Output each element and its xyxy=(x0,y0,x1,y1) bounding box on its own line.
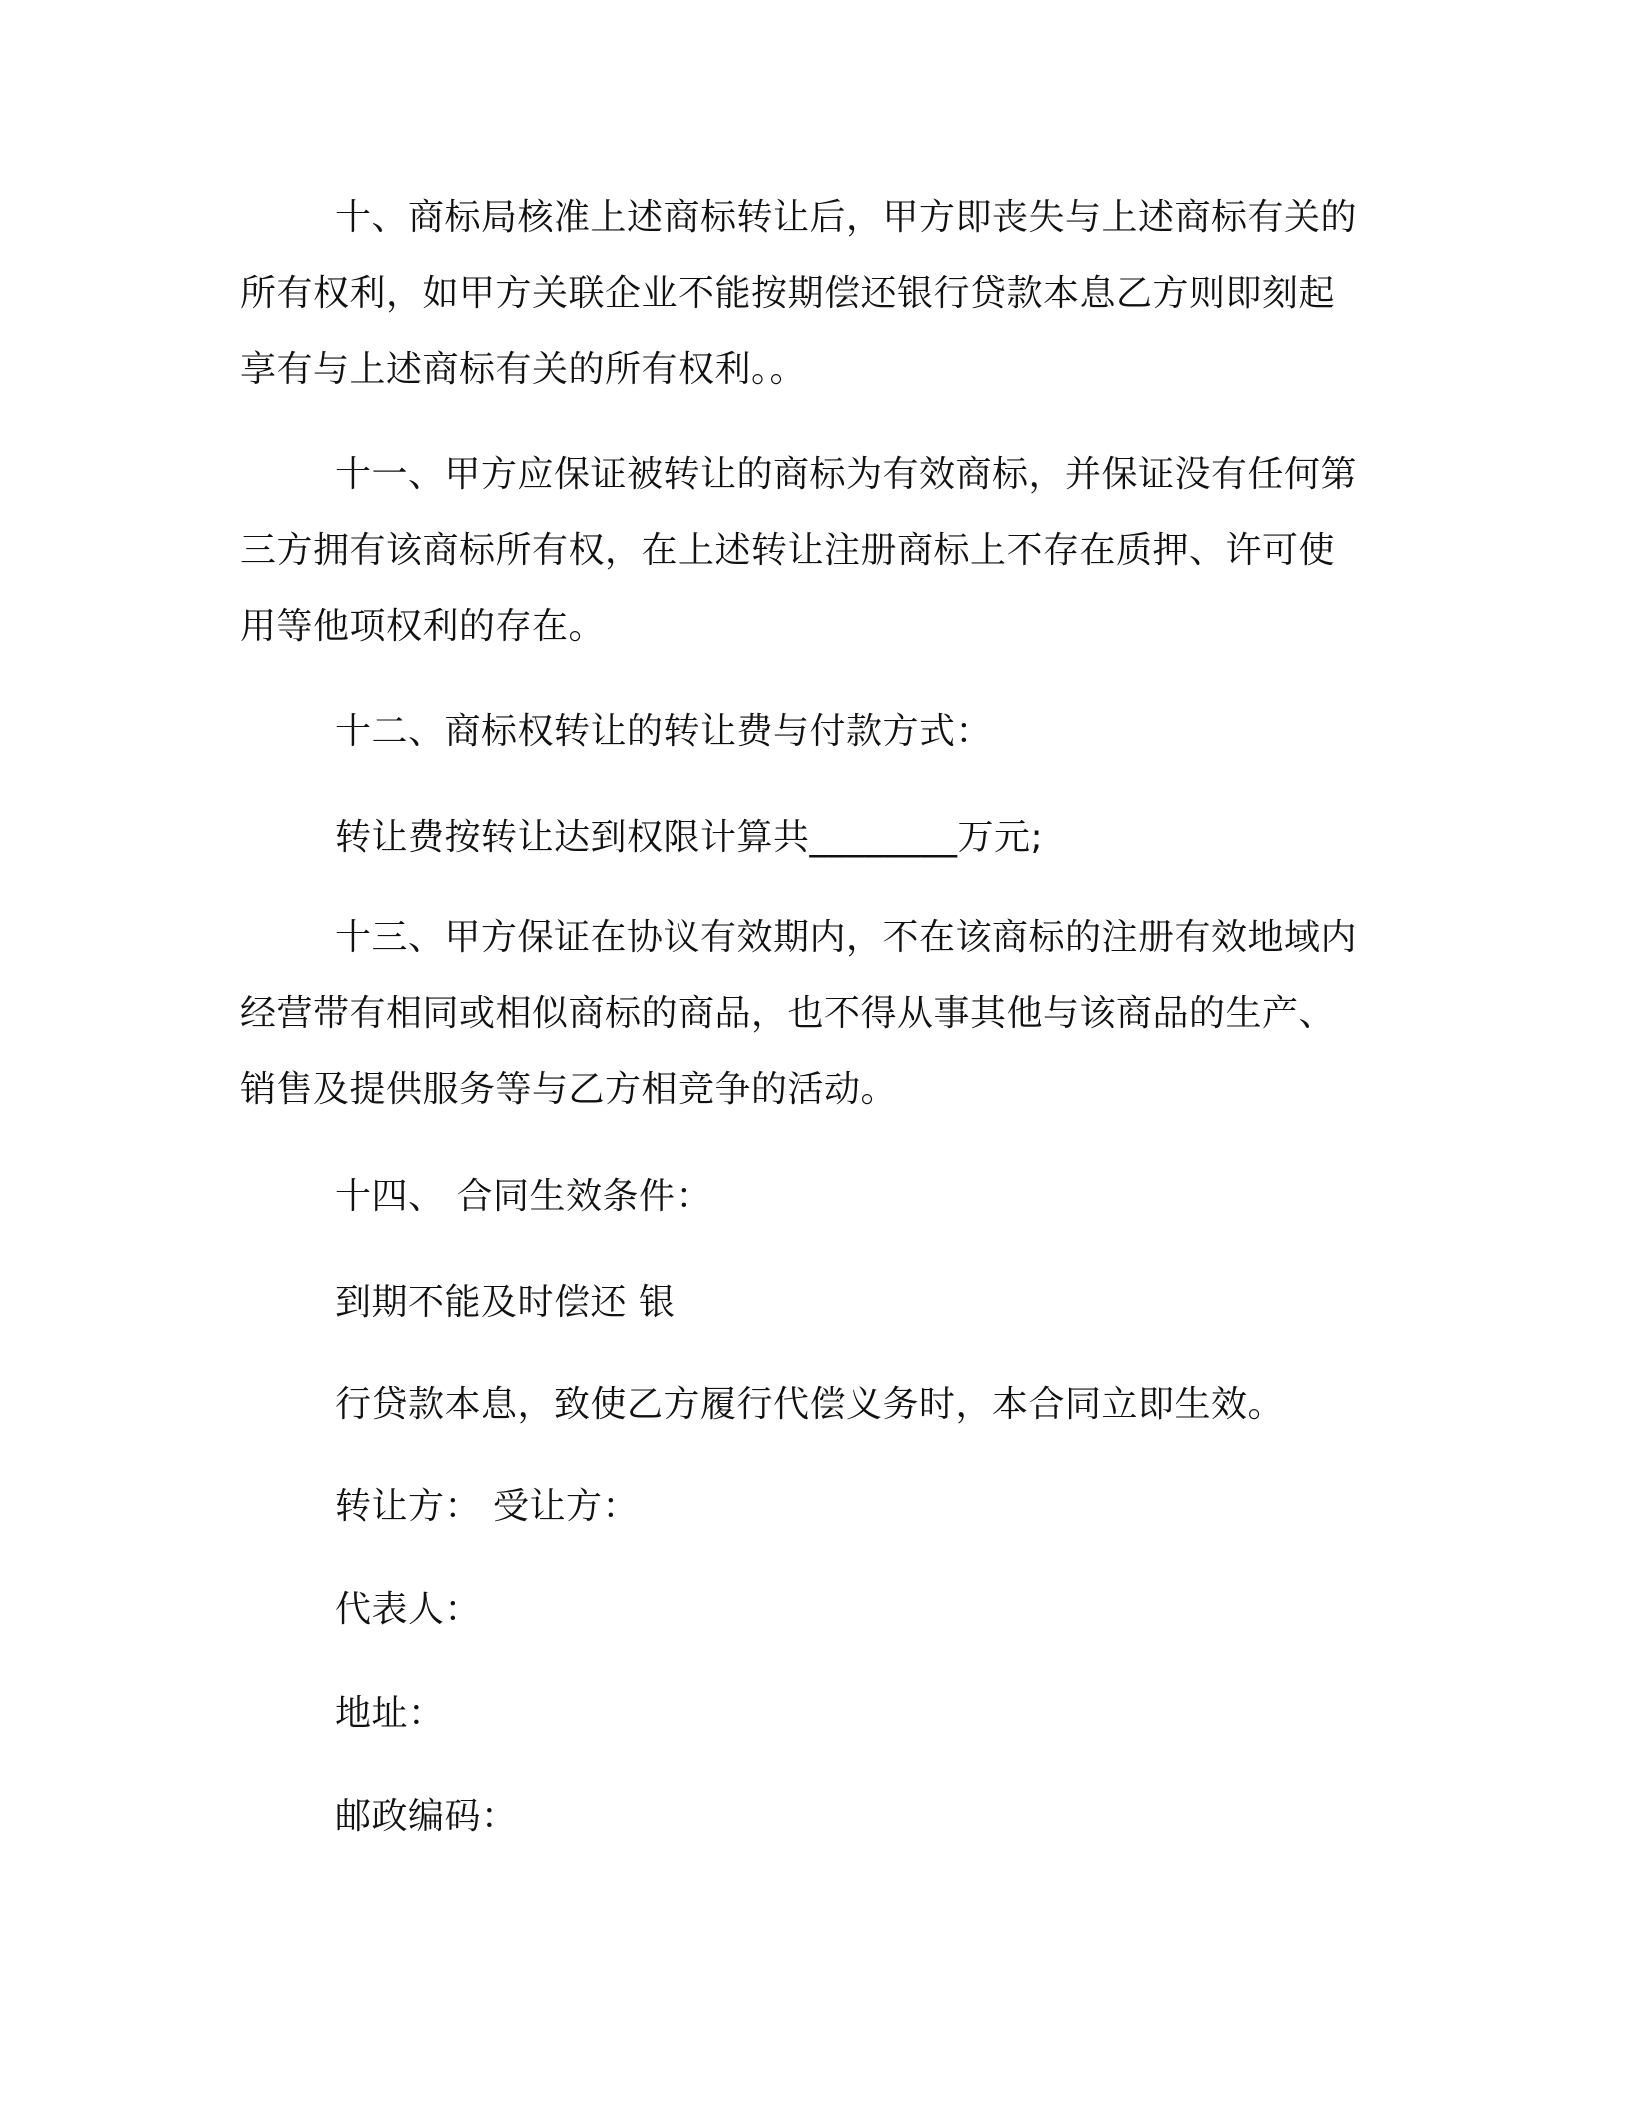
clause-12-fee-line: 转让费按转让达到权限计算共________万元; xyxy=(335,817,1044,858)
clause-14-heading: 十四、 合同生效条件： xyxy=(335,1176,712,1217)
clause-13-line-3: 销售及提供服务等与乙方相竞争的活动。 xyxy=(240,1069,898,1110)
clause-11-line-2: 三方拥有该商标所有权，在上述转让注册商标上不存在质押、许可使 xyxy=(240,530,1336,571)
clause-11-line-3: 用等他项权利的存在。 xyxy=(240,606,606,647)
clause-10-line-1: 十、商标局核准上述商标转让后，甲方即丧失与上述商标有关的 xyxy=(335,197,1358,238)
clause-12-heading: 十二、商标权转让的转让费与付款方式： xyxy=(335,711,993,752)
clause-10-line-3: 享有与上述商标有关的所有权利。。 xyxy=(240,349,807,390)
signature-representative: 代表人： xyxy=(335,1589,482,1630)
signature-address: 地址： xyxy=(335,1693,445,1734)
clause-13-line-2: 经营带有相同或相似商标的商品，也不得从事其他与该商品的生产、 xyxy=(240,993,1336,1034)
clause-11-line-1: 十一、甲方应保证被转让的商标为有效商标，并保证没有任何第 xyxy=(335,454,1358,495)
clause-10-line-2: 所有权利，如甲方关联企业不能按期偿还银行贷款本息乙方则即刻起 xyxy=(240,273,1336,314)
clause-14-condition-line-2: 行贷款本息，致使乙方履行代偿义务时，本合同立即生效。 xyxy=(335,1384,1285,1425)
signature-parties: 转让方： 受让方： xyxy=(335,1486,639,1527)
clause-13-line-1: 十三、甲方保证在协议有效期内，不在该商标的注册有效地域内 xyxy=(335,917,1358,958)
clause-14-condition-line-1: 到期不能及时偿还 银 xyxy=(335,1282,676,1323)
signature-postal-code: 邮政编码： xyxy=(335,1796,518,1837)
